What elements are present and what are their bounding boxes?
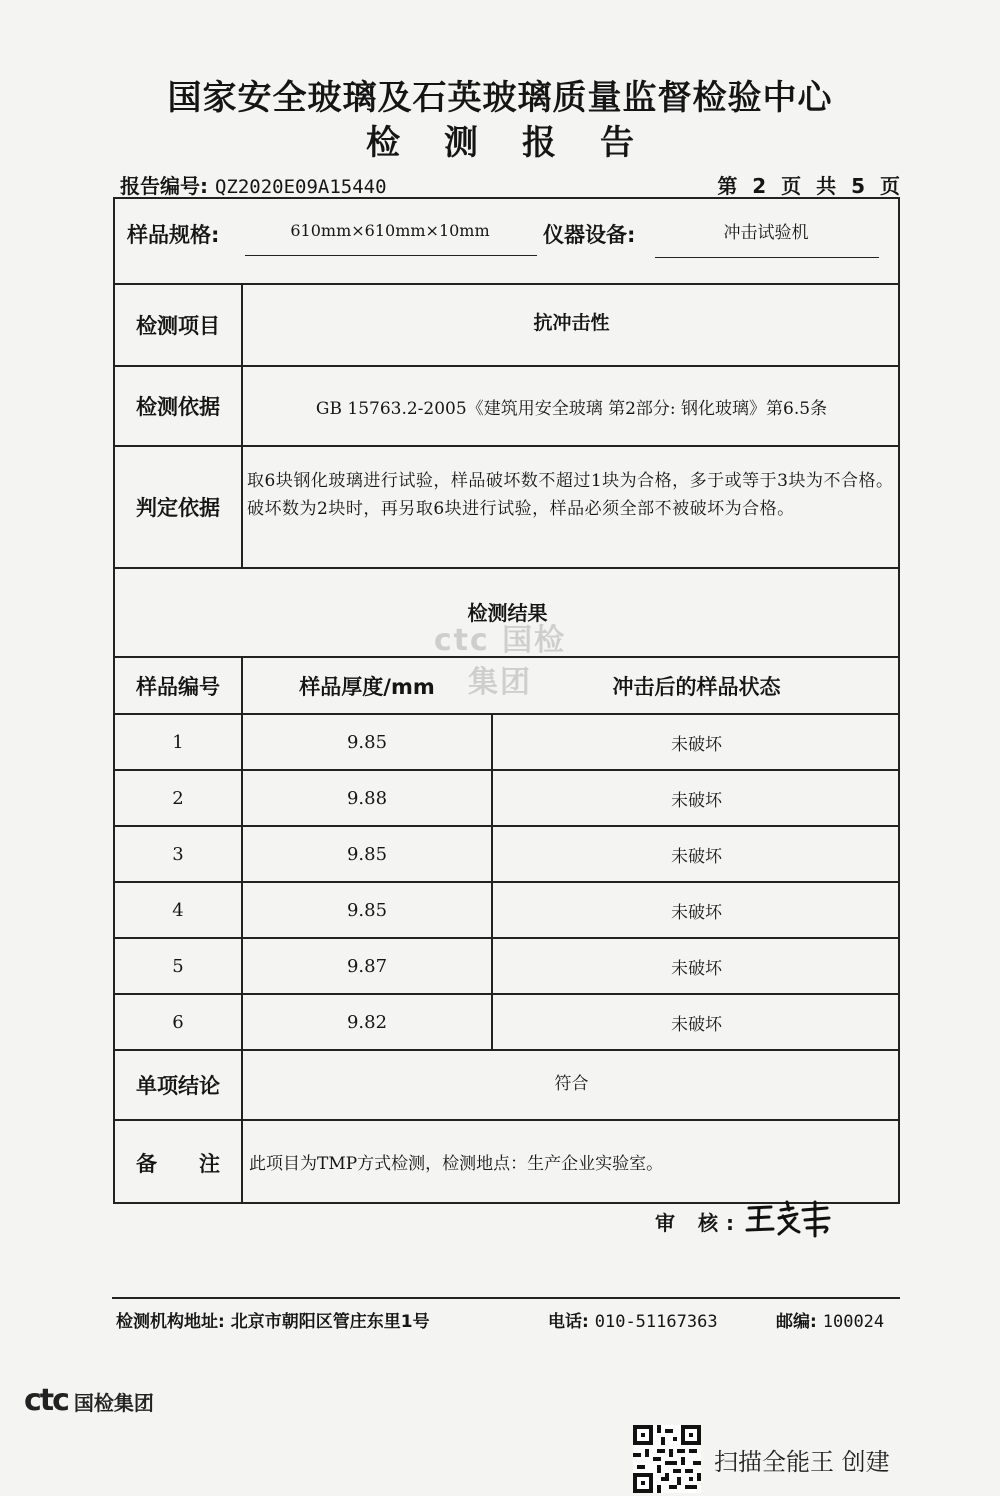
report-number	[120, 170, 387, 199]
judge-basis-label: 判定依据	[136, 496, 220, 520]
sample-spec-label: 样品规格:	[127, 223, 220, 247]
remarks-label: 备 注	[136, 1151, 220, 1176]
test-basis-value: GB 15763.2-2005《建筑用安全玻璃 第2部分: 钢化玻璃》第6.5条	[315, 398, 828, 419]
instrument-underline	[655, 257, 879, 258]
table-row-1-thickness: 9.85	[346, 731, 388, 753]
qr-code-icon	[633, 1425, 701, 1493]
table-row-6-id: 6	[172, 1011, 184, 1033]
ctc-watermark: ctc 国检集团	[433, 623, 567, 700]
reviewer-label: 审 核:	[655, 1211, 742, 1235]
report-title: 检测报告	[366, 123, 678, 163]
footer-divider	[112, 1297, 900, 1299]
footer-postcode	[776, 1307, 884, 1332]
table-row-6-state: 未破坏	[671, 1014, 722, 1035]
conclusion-value: 符合	[554, 1073, 589, 1094]
test-basis-label: 检测依据	[136, 395, 220, 419]
col-header-thickness: 样品厚度/mm	[299, 674, 435, 699]
address-value: 北京市朝阳区管庄东里1号	[230, 1312, 430, 1332]
address-label: 检测机构地址:	[116, 1312, 225, 1332]
table-row-5-id: 5	[172, 955, 184, 977]
test-item-label: 检测项目	[136, 314, 220, 338]
table-row-4-state: 未破坏	[671, 902, 722, 923]
reviewer-signature-image	[745, 1198, 835, 1238]
ctc-logo-text: 国检集团	[73, 1390, 154, 1415]
row-divider	[115, 567, 898, 569]
scanner-credit: 扫描全能王 创建	[714, 1448, 890, 1476]
judge-basis-value: 取6块钢化玻璃进行试验，样品破坏数不超过1块为合格，多于或等于3块为不合格。破坏数为2块时，再另取6块进行试验，样品必须全部不被破坏为合格。	[247, 471, 894, 519]
postcode-label: 邮编:	[776, 1312, 817, 1332]
table-row-3-thickness: 9.85	[346, 843, 388, 865]
org-title: 国家安全玻璃及石英玻璃质量监督检验中心	[167, 78, 833, 118]
footer-phone	[548, 1307, 718, 1332]
ctc-logo-icon: ctc	[24, 1383, 68, 1418]
table-row-5-state: 未破坏	[671, 958, 722, 979]
table-row-2-id: 2	[172, 787, 184, 809]
report-number-label: 报告编号:	[120, 174, 208, 198]
table-row-4-thickness: 9.85	[346, 899, 388, 921]
table-row-1-id: 1	[172, 731, 184, 753]
page-info: 第 2 页 共 5 页	[717, 174, 904, 198]
remarks-value: 此项目为TMP方式检测，检测地点：生产企业实验室。	[249, 1153, 664, 1174]
col-header-sample-id: 样品编号	[136, 674, 220, 699]
phone-value: 010-51167363	[594, 1312, 718, 1332]
col-header-state: 冲击后的样品状态	[612, 674, 781, 699]
conclusion-label: 单项结论	[136, 1074, 220, 1098]
results-title: 检测结果	[467, 600, 548, 625]
phone-label: 电话:	[548, 1312, 589, 1332]
instrument-label: 仪器设备:	[543, 223, 636, 247]
table-row-4-id: 4	[172, 899, 184, 921]
test-item-value: 抗冲击性	[533, 311, 610, 334]
sample-spec-value: 610mm×610mm×10mm	[290, 220, 490, 240]
table-row-6-thickness: 9.82	[346, 1011, 388, 1033]
sample-spec-underline	[245, 255, 537, 256]
table-row-2-state: 未破坏	[671, 790, 722, 811]
instrument-value: 冲击试验机	[723, 222, 809, 243]
report-number-value: QZ2020E09A15440	[214, 176, 387, 198]
table-row-2-thickness: 9.88	[346, 787, 388, 809]
table-row-3-state: 未破坏	[671, 846, 722, 867]
table-row-1-state: 未破坏	[671, 734, 722, 755]
postcode-value: 100024	[822, 1312, 885, 1332]
table-row-3-id: 3	[172, 843, 184, 865]
table-row-5-thickness: 9.87	[346, 955, 388, 977]
ctc-logo	[24, 1384, 154, 1418]
footer-address	[116, 1307, 430, 1332]
